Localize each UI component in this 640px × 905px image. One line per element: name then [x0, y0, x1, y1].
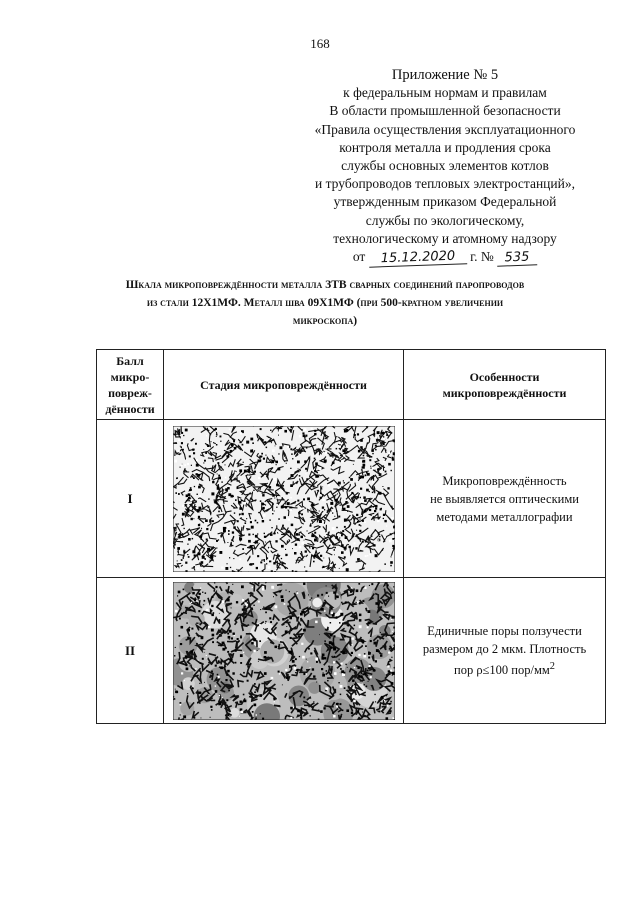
title-line: Шкала микроповреждённости металла ЗТВ сварных соединений паропроводов: [125, 279, 525, 291]
stage-image-cell: [164, 420, 404, 578]
appendix-line: службы по экологическому,: [365, 212, 525, 228]
micrograph-stage-2-image: [173, 582, 395, 720]
document-title: [40, 276, 610, 330]
features-text-main: пор ρ≤100 пор/мм: [454, 663, 550, 678]
order-date-line: [290, 248, 600, 266]
order-number-prefix: г. №: [470, 249, 494, 265]
appendix-line: технологическому и атомному надзору: [333, 230, 557, 246]
table-header-row: [97, 350, 606, 420]
title-line: из стали 12Х1МФ. Металл шва 09Х1МФ (при 500-кратном увеличении: [146, 297, 504, 309]
handwritten-order-number: 535: [497, 250, 537, 266]
appendix-title: Приложение № 5: [391, 67, 499, 83]
features-text: размером до 2 мкм. Плотность: [422, 641, 587, 656]
header-features: Особенности микроповреждённости: [404, 350, 606, 420]
appendix-line: В области промышленной безопасности: [329, 103, 561, 119]
header-score: Балл микро- повреж- дённости: [97, 350, 164, 420]
appendix-header: [290, 66, 600, 266]
features-text: не выявляется оптическими: [430, 491, 579, 506]
features-text: [404, 658, 605, 679]
microdamage-scale-table: [96, 349, 606, 724]
features-cell: [404, 420, 606, 578]
stage-image-cell: [164, 578, 404, 724]
features-cell: [404, 578, 606, 724]
appendix-line: «Правила осуществления эксплуатационного: [314, 121, 576, 137]
table-row: [97, 420, 606, 578]
appendix-line: контроля металла и продления срока: [339, 139, 551, 155]
features-text: Микроповреждённость: [442, 473, 567, 488]
appendix-line: и трубопроводов тепловых электростанций»,: [315, 176, 575, 192]
micrograph-stage-1-image: [173, 426, 395, 572]
date-prefix: от: [352, 249, 366, 265]
title-line: микроскопа): [292, 315, 358, 327]
features-text: методами металлографии: [436, 509, 573, 524]
appendix-line: к федеральным нормам и правилам: [343, 85, 547, 101]
header-stage: Стадия микроповреждённости: [164, 350, 404, 420]
score-cell: II: [97, 578, 164, 724]
handwritten-date: 15.12.2020: [368, 249, 466, 267]
score-cell: I: [97, 420, 164, 578]
superscript: 2: [549, 660, 555, 672]
appendix-line: службы основных элементов котлов: [341, 158, 549, 174]
features-text: Единичные поры ползучести: [427, 623, 582, 638]
appendix-line: утвержденным приказом Федеральной: [333, 194, 557, 210]
table-row: [97, 578, 606, 724]
page-number: 168: [310, 36, 330, 51]
